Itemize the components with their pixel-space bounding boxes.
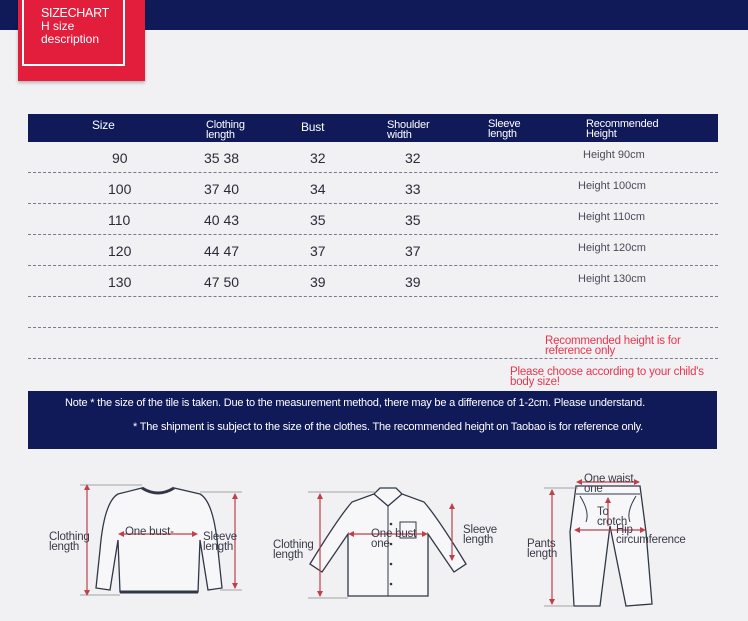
cell-shoulder: 32 xyxy=(405,150,421,166)
col-recommended-height: Recommended Height xyxy=(586,118,659,140)
pants-waist-label: One waist one xyxy=(584,473,634,495)
sweater-bust-label: One bust- xyxy=(125,526,174,538)
table-row xyxy=(28,142,718,173)
col-size: Size xyxy=(92,118,115,132)
table-row xyxy=(28,235,718,266)
measurement-note-box xyxy=(28,391,717,449)
cell-bust: 32 xyxy=(310,150,326,166)
col-clothing-length: Clothing length xyxy=(206,119,245,141)
pants-hip-label: Hip circumference xyxy=(616,524,686,546)
cell-height: Height 130cm xyxy=(578,273,646,285)
cell-length: 35 38 xyxy=(204,150,240,166)
shirt-bust-label: One bust one xyxy=(371,528,417,550)
cell-length: 44 47 xyxy=(204,243,240,259)
cell-bust: 34 xyxy=(310,181,326,197)
cell-size: 90 xyxy=(112,150,128,166)
shipment-note: * The shipment is subject to the size of the clothes. The recommended height on Taobao is for reference only. xyxy=(133,421,643,433)
choose-size-note: Please choose according to your child's body size! xyxy=(510,366,704,388)
col-shoulder-width: Shoulder width xyxy=(387,119,430,141)
shirt-length-label: Clothing length xyxy=(273,539,314,561)
measurement-note: Note * the size of the tile is taken. Due to the measurement method, there may be a difference of 1-2cm. Please understand. xyxy=(65,397,645,409)
table-row-empty xyxy=(28,297,718,328)
tag-title: SIZECHART xyxy=(41,6,109,20)
sweater-sleeve-label: Sleeve length xyxy=(203,531,237,553)
shirt-sleeve-label: Sleeve length xyxy=(463,524,497,546)
sweater-length-label: Clothing length xyxy=(49,531,90,553)
cell-height: Height 120cm xyxy=(578,242,646,254)
tag-subtitle: H size xyxy=(41,19,75,33)
cell-bust: 37 xyxy=(310,243,326,259)
size-table-header xyxy=(28,114,718,142)
table-row xyxy=(28,204,718,235)
cell-height: Height 110cm xyxy=(578,211,646,223)
cell-shoulder: 39 xyxy=(405,274,421,290)
col-sleeve-length: Sleeve length xyxy=(488,118,521,140)
cell-size: 130 xyxy=(108,274,132,290)
table-row xyxy=(28,266,718,297)
cell-length: 47 50 xyxy=(204,274,240,290)
cell-length: 40 43 xyxy=(204,212,240,228)
cell-height: Height 100cm xyxy=(578,180,646,192)
cell-shoulder: 37 xyxy=(405,243,421,259)
cell-size: 110 xyxy=(108,212,131,228)
col-bust: Bust xyxy=(301,120,325,134)
pants-crotch-label: To crotch xyxy=(597,506,628,528)
cell-size: 100 xyxy=(108,181,132,197)
pants-length-label: Pants length xyxy=(527,538,558,560)
recommended-height-note: Recommended height is for reference only xyxy=(545,335,681,357)
cell-bust: 39 xyxy=(310,274,326,290)
tag-subtitle-2: description xyxy=(41,32,100,46)
size-chart-tag-text xyxy=(41,7,136,46)
table-row xyxy=(28,173,718,204)
cell-length: 37 40 xyxy=(204,181,240,197)
cell-shoulder: 33 xyxy=(405,181,421,197)
cell-height: Height 90cm xyxy=(583,149,645,161)
cell-shoulder: 35 xyxy=(405,212,421,228)
cell-bust: 35 xyxy=(310,212,326,228)
cell-size: 120 xyxy=(108,243,132,259)
